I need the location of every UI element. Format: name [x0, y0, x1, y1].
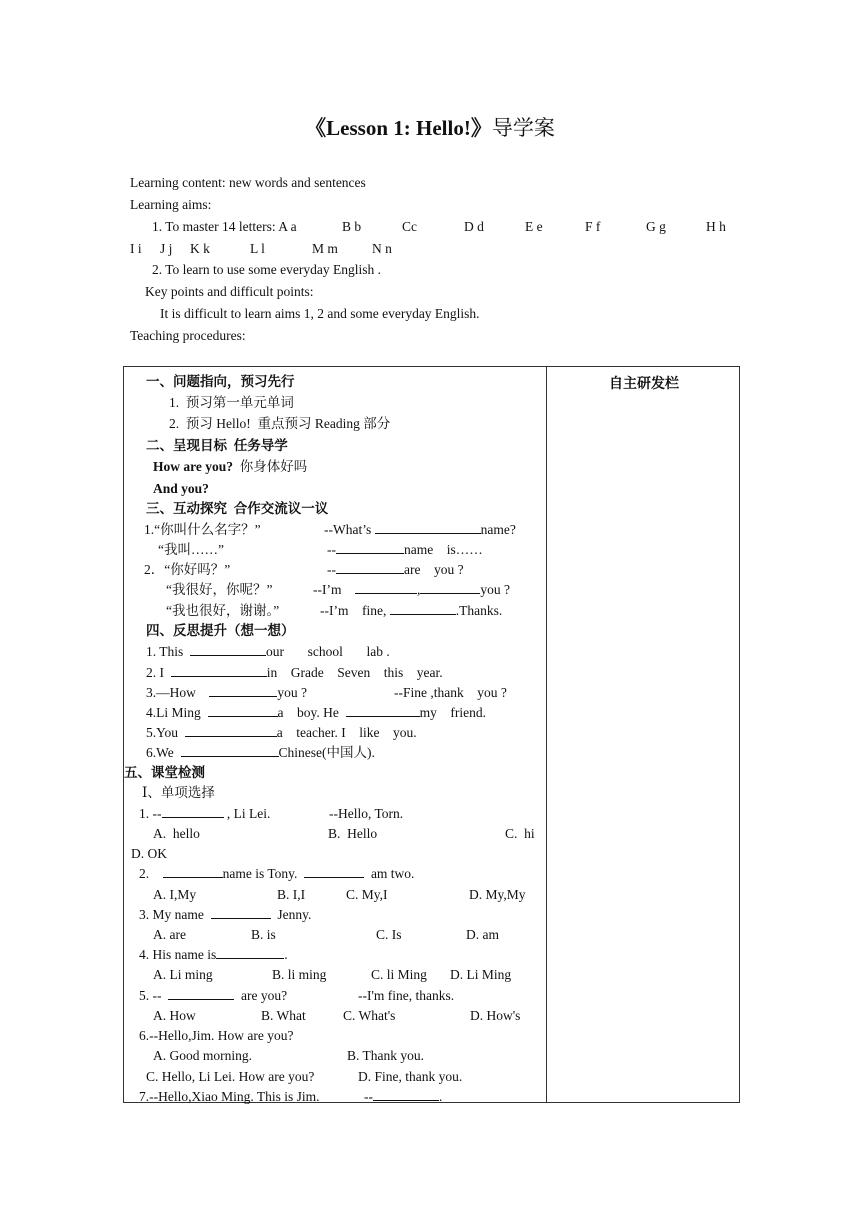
text: my friend. [419, 705, 486, 720]
q6-option-c: C. Hello, Li Lei. How are you? [146, 1069, 315, 1084]
text: .Thanks. [455, 603, 503, 618]
question-5-reply: --I'm fine, thanks. [358, 988, 455, 1003]
fill-blank[interactable] [163, 865, 223, 878]
text: name is Tony. [222, 866, 298, 881]
q3-option-a: A. are [153, 927, 186, 942]
q5-option-d: D. How's [470, 1008, 521, 1023]
learning-content: Learning content: new words and sentences [130, 175, 366, 190]
dialog-4-en [313, 581, 510, 598]
preview-item-2: 2. 预习 Hello! 重点预习 Reading 部分 [169, 416, 391, 431]
q2-option-a: A. I,My [153, 887, 197, 902]
fill-blank[interactable] [373, 1088, 439, 1101]
text: Chinese(中国人). [278, 745, 375, 760]
question-3 [139, 906, 311, 923]
target-phrase-2: And you? [153, 481, 209, 496]
text: 2. I [146, 665, 164, 680]
fill-blank[interactable] [355, 581, 417, 594]
key-points: Key points and difficult points: [145, 284, 314, 299]
text: , Li Lei. [226, 806, 271, 821]
letter-item: K k [190, 241, 210, 256]
section-2-heading: 二、呈现目标 任务导学 [146, 438, 288, 453]
dialog-3-cn: 2．“你好吗？” [144, 562, 231, 577]
target-phrase-1 [153, 458, 307, 475]
reflect-item-1 [146, 643, 390, 660]
text: --What’s [324, 522, 372, 537]
dialog-2-cn: “我叫……” [158, 542, 224, 557]
question-1-reply: --Hello, Torn. [329, 806, 404, 821]
side-column-header: 自主研发栏 [609, 377, 679, 392]
q4-option-c: C. li Ming [371, 967, 427, 982]
text: our school lab . [266, 644, 390, 659]
dialog-1-cn: 1.“你叫什么名字？” [144, 522, 261, 537]
reflect-item-4 [146, 704, 486, 721]
question-7-reply [364, 1088, 442, 1105]
dialog-5-cn: “我也很好，谢谢。” [166, 603, 280, 618]
q6-option-b: B. Thank you. [347, 1048, 424, 1063]
fill-blank[interactable] [185, 724, 277, 737]
q4-option-b: B. li ming [272, 967, 327, 982]
aim1-prefix: 1. To master 14 letters: A a [152, 219, 297, 234]
text: , [416, 582, 421, 597]
q4-option-a: A. Li ming [153, 967, 213, 982]
q3-option-b: B. is [251, 927, 276, 942]
fill-blank[interactable] [209, 684, 277, 697]
q3-option-c: C. Is [376, 927, 402, 942]
text: -- [327, 562, 336, 577]
q5-option-a: A. How [153, 1008, 196, 1023]
text: 3. My name [139, 907, 204, 922]
fill-blank[interactable] [168, 987, 234, 1000]
reflect-item-2 [146, 664, 443, 681]
reflect-item-5 [146, 724, 417, 741]
question-1 [139, 805, 270, 822]
q1-option-c: C. hi [505, 826, 535, 841]
letter-item: E e [525, 219, 543, 234]
q1-option-b: B. Hello [328, 826, 378, 841]
fill-blank[interactable] [420, 581, 480, 594]
letter-item: G g [646, 219, 666, 234]
section-1-heading: 一、问题指向，预习先行 [146, 374, 295, 389]
main-column [124, 367, 546, 1102]
dialog-2-en [327, 541, 483, 558]
text: you ? [480, 582, 510, 597]
text: . [284, 947, 288, 962]
section-5-heading: 五、课堂检测 [124, 765, 205, 780]
worksheet-table [123, 366, 740, 1103]
dialog-1-en [324, 521, 516, 538]
text: a teacher. I like you. [276, 725, 417, 740]
letter-item: M m [312, 241, 338, 256]
reflect-item-3-reply: --Fine ,thank you ? [394, 685, 507, 700]
text: -- [327, 542, 336, 557]
text: name? [480, 522, 516, 537]
fill-blank[interactable] [336, 541, 404, 554]
q3-option-d: D. am [466, 927, 499, 942]
letter-item: N n [372, 241, 392, 256]
text: 6.We [146, 745, 174, 760]
letter-item: I i [130, 241, 142, 256]
reflect-item-3 [146, 684, 307, 701]
teaching-procedures: Teaching procedures: [130, 328, 246, 343]
text: --I’m fine, [320, 603, 387, 618]
reflect-item-6 [146, 744, 375, 761]
question-7: 7.--Hello,Xiao Ming. This is Jim. [139, 1089, 320, 1104]
fill-blank[interactable] [171, 664, 267, 677]
multiple-choice-label: Ⅰ、单项选择 [142, 785, 215, 800]
text: 1. -- [139, 806, 162, 821]
section-3-heading: 三、互动探究 合作交流议一议 [146, 501, 329, 516]
question-5 [139, 987, 287, 1004]
fill-blank[interactable] [190, 643, 266, 656]
q4-option-d: D. Li Ming [450, 967, 512, 982]
section-4-heading: 四、反思提升（想一想） [146, 623, 295, 638]
text: you ? [277, 685, 307, 700]
fill-blank[interactable] [211, 906, 271, 919]
letter-item: L l [250, 241, 265, 256]
q5-option-b: B. What [261, 1008, 306, 1023]
q2-option-d: D. My,My [469, 887, 526, 902]
text: in Grade Seven this year. [266, 665, 443, 680]
text: are you? [241, 988, 288, 1003]
fill-blank[interactable] [162, 805, 224, 818]
column-divider [546, 367, 547, 1102]
text: 5. -- [139, 988, 162, 1003]
letter-item: J j [160, 241, 173, 256]
preview-item-1: 1. 预习第一单元单词 [169, 395, 294, 410]
phrase-en: How are you? [153, 459, 233, 474]
q6-option-d: D. Fine, thank you. [358, 1069, 463, 1084]
fill-blank[interactable] [390, 602, 456, 615]
q1-option-a: A. hello [153, 826, 200, 841]
dialog-3-en [327, 561, 464, 578]
text: a boy. He [277, 705, 339, 720]
text: are you ? [404, 562, 464, 577]
fill-blank[interactable] [375, 521, 481, 534]
text: . [439, 1089, 443, 1104]
letter-item: H h [706, 219, 726, 234]
q5-option-c: C. What's [343, 1008, 396, 1023]
text: Jenny. [277, 907, 312, 922]
document-title [0, 112, 860, 142]
fill-blank[interactable] [216, 946, 284, 959]
q2-option-b: B. I,I [277, 887, 306, 902]
fill-blank[interactable] [208, 704, 278, 717]
letter-item: D d [464, 219, 484, 234]
aim2: 2. To learn to use some everyday English . [152, 262, 382, 277]
question-6: 6.--Hello,Jim. How are you? [139, 1028, 294, 1043]
q1-option-d: D. OK [131, 846, 167, 861]
text: 5.You [146, 725, 179, 740]
letter-item: B b [342, 219, 362, 234]
text: 2. [139, 866, 150, 881]
phrase-cn: 你身体好吗 [239, 459, 308, 474]
text: -- [364, 1089, 373, 1104]
question-4 [139, 946, 288, 963]
fill-blank[interactable] [304, 865, 364, 878]
letter-item: Cc [402, 219, 417, 234]
letter-item: F f [585, 219, 601, 234]
text: --I’m [313, 582, 342, 597]
text: 1. This [146, 644, 184, 659]
title-cn: 导学案 [491, 116, 555, 140]
text: am two. [370, 866, 415, 881]
text: 4. His name is [139, 947, 217, 962]
text: 3.—How [146, 685, 196, 700]
text: name is…… [404, 542, 483, 557]
fill-blank[interactable] [181, 744, 279, 757]
title-en: 《Lesson 1: Hello!》 [305, 116, 492, 140]
fill-blank[interactable] [346, 704, 420, 717]
dialog-4-cn: “我很好，你呢？” [166, 582, 273, 597]
text: 4.Li Ming [146, 705, 201, 720]
difficult-points: It is difficult to learn aims 1, 2 and some everyday English. [160, 306, 480, 321]
dialog-5-en [320, 602, 502, 619]
fill-blank[interactable] [336, 561, 404, 574]
q6-option-a: A. Good morning. [153, 1048, 252, 1063]
q2-option-c: C. My,I [346, 887, 388, 902]
question-2 [139, 865, 414, 882]
learning-aims-label: Learning aims: [130, 197, 212, 212]
